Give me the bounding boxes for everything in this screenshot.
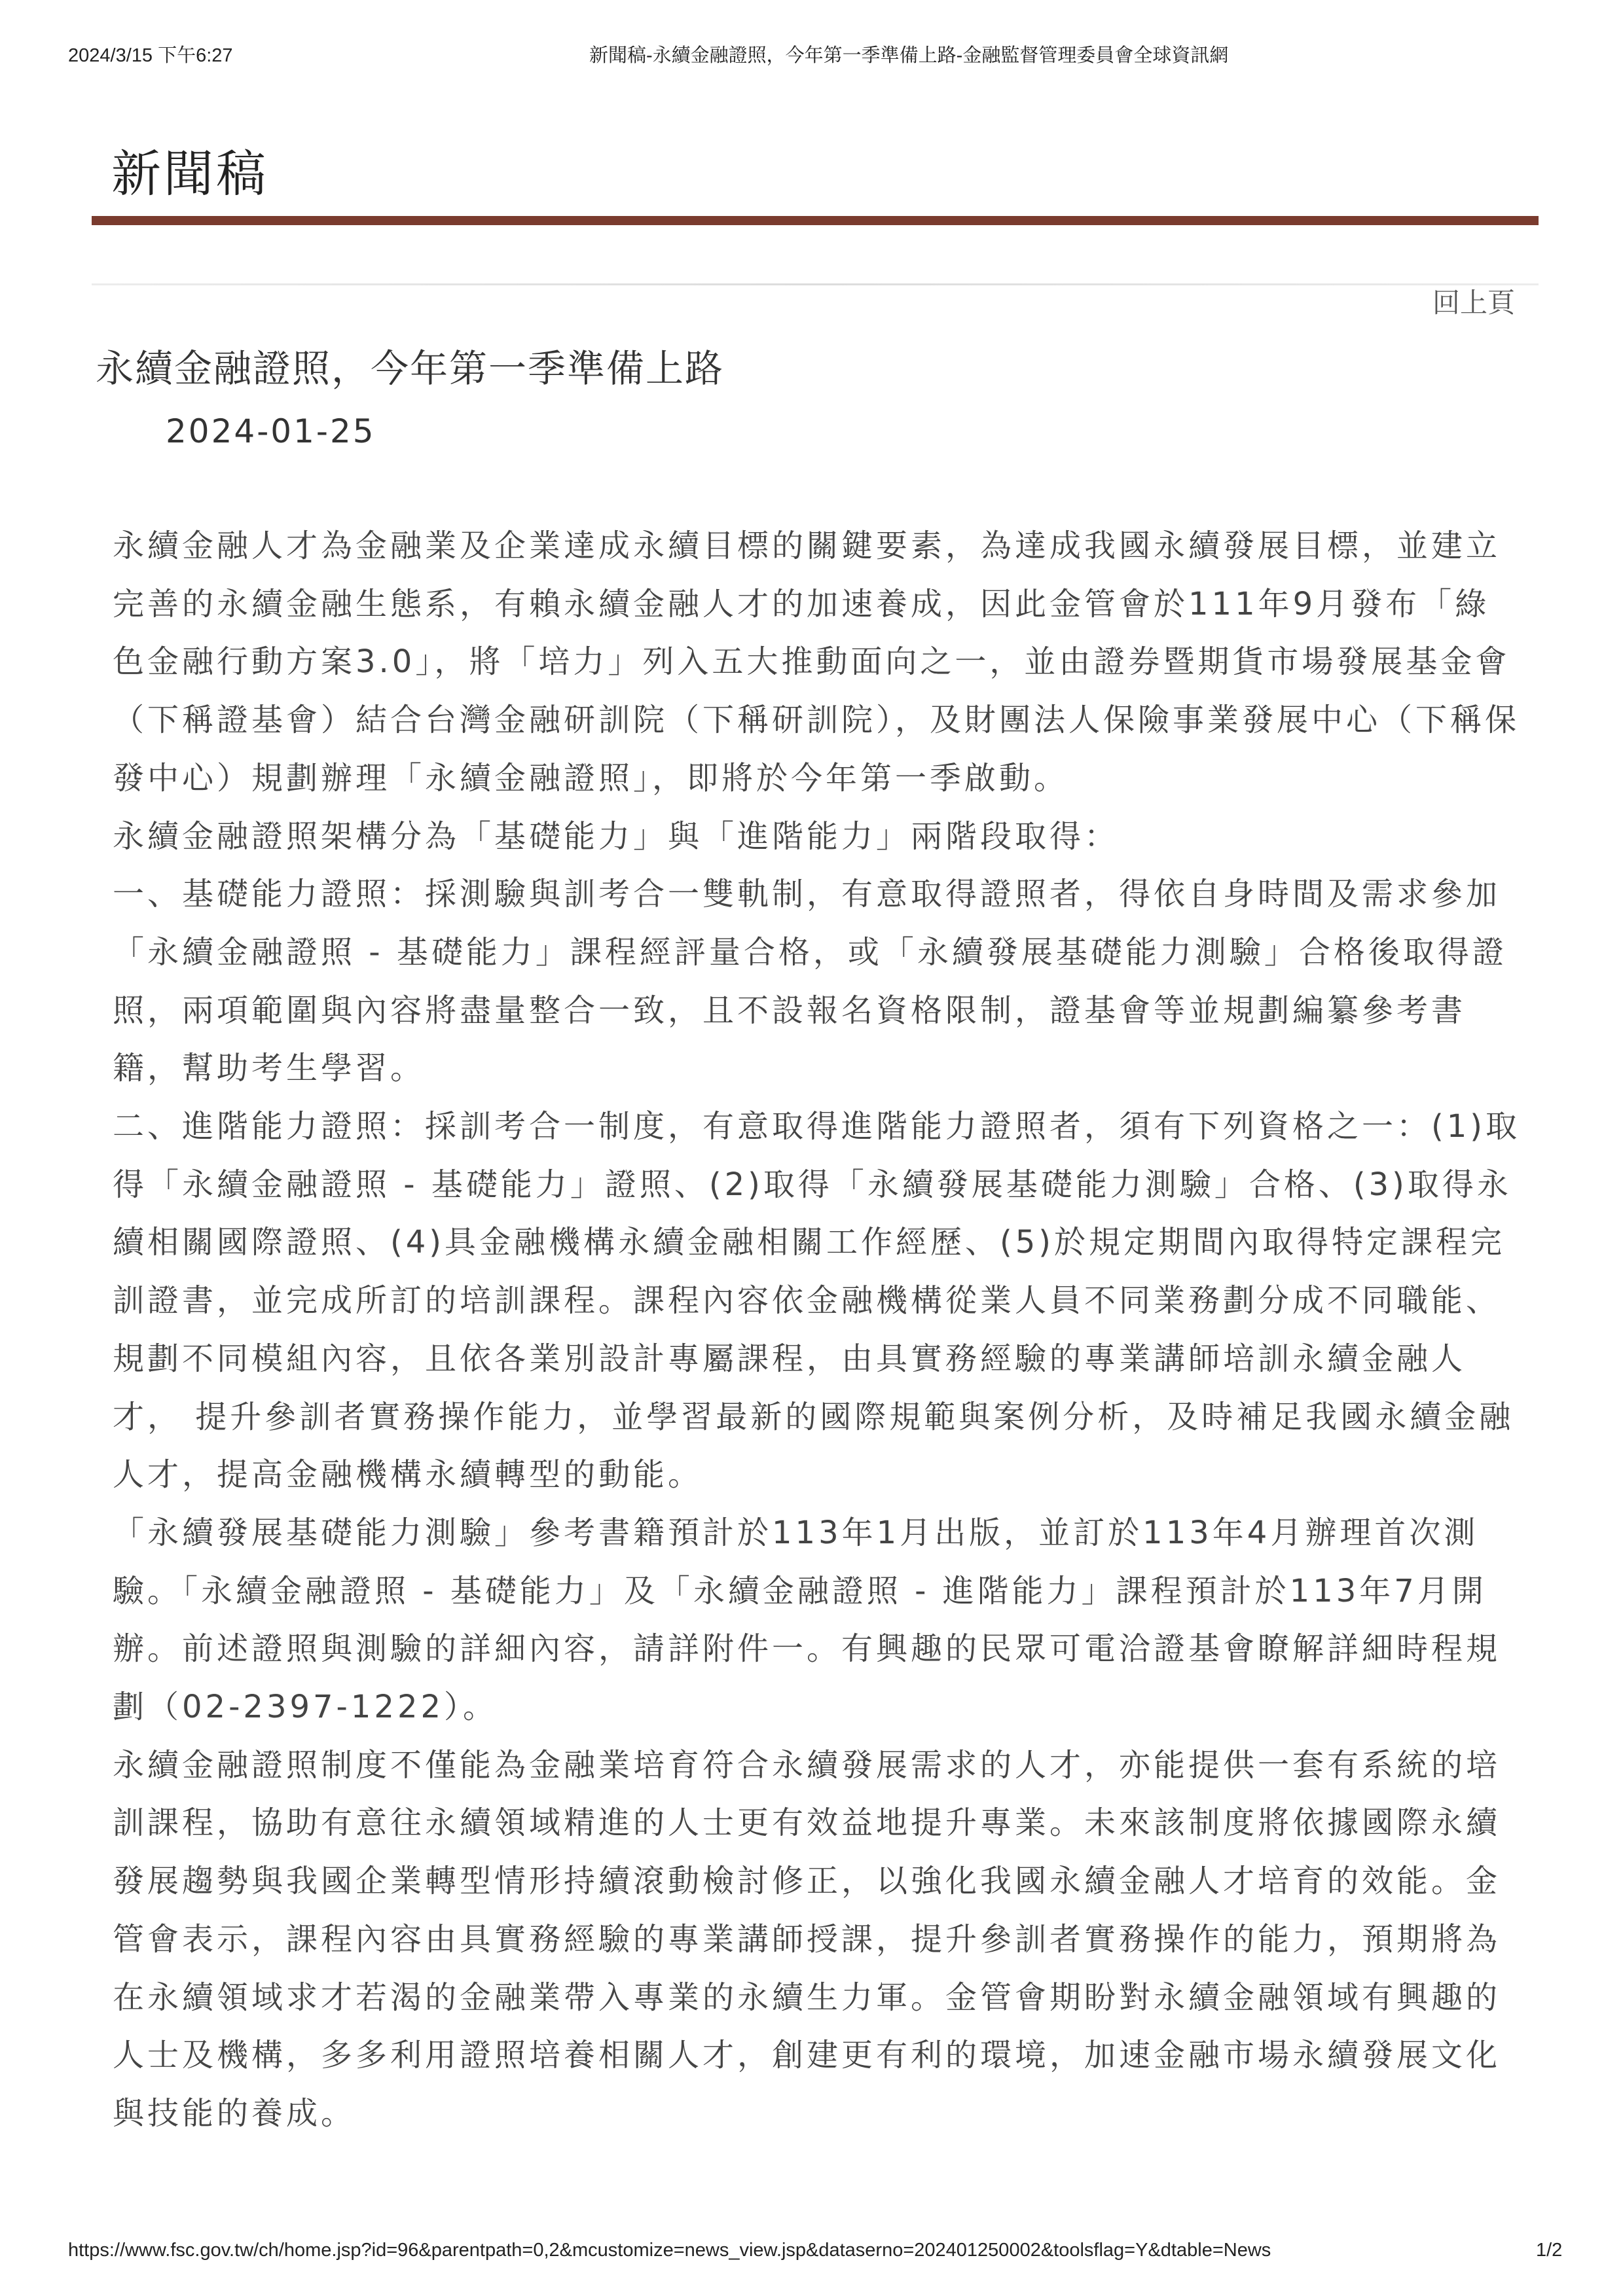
section-title: 新聞稿: [111, 145, 268, 203]
print-header: [0, 41, 1623, 67]
title-divider: [92, 216, 1539, 225]
print-url: https://www.fsc.gov.tw/ch/home.jsp?id=96&parentpath=0,2&mcustomize=news_view.jsp&dataserno=202401250002&toolsflag=Y&dtable=News: [68, 2240, 1271, 2261]
article-paragraph: 二、進階能力證照：採訓考合一制度，有意取得進階能力證照者，須有下列資格之一：(1)取得「永續金融證照 - 基礎能力」證照、(2)取得「永續發展基礎能力測驗」合格、(3)取得永續相關國際證照、(4)具金融機構永續金融相關工作經歷、(5)於規定期間內取得特定課程完訓證書，並完成所訂的培訓課程。課程內容依金融機構從業人員不同業務劃分成不同職能、規劃不同模組內容，且依各業別設計專屬課程，由具實務經驗的專業講師培訓永續金融人才， 提升參訓者實務操作能力，並學習最新的國際規範與案例分析，及時補足我國永續金融人才，提高金融機構永續轉型的動能。: [113, 1108, 1520, 1494]
print-page-title: 新聞稿-永續金融證照，今年第一季準備上路-金融監督管理委員會全球資訊網: [589, 45, 1229, 66]
article-paragraph: 永續金融證照架構分為「基礎能力」與「進階能力」兩階段取得：: [113, 817, 1120, 855]
article-paragraph: 一、基礎能力證照：採測驗與訓考合一雙軌制，有意取得證照者，得依自身時間及需求參加「永續金融證照 - 基礎能力」課程經評量合格，或「永續發展基礎能力測驗」合格後取得證照，兩項範圍與內容將盡量整合一致，且不設報名資格限制，證基會等並規劃編纂參考書籍，幫助考生學習。: [113, 876, 1507, 1087]
article-title: 永續金融證照，今年第一季準備上路: [96, 346, 725, 391]
article-body: [113, 517, 1520, 2143]
page-number: 1/2: [1536, 2240, 1563, 2261]
article-paragraph: 「永續發展基礎能力測驗」參考書籍預計於113年1月出版，並訂於113年4月辦理首次測驗。「永續金融證照 - 基礎能力」及「永續金融證照 - 進階能力」課程預計於113年7月開辦。前述證照與測驗的詳細內容，請詳附件一。有興趣的民眾可電洽證基會瞭解詳細時程規劃（02-2397-1222）。: [113, 1514, 1501, 1726]
article-paragraph: 永續金融人才為金融業及企業達成永續目標的關鍵要素，為達成我國永續發展目標，並建立完善的永續金融生態系，有賴永續金融人才的加速養成，因此金管會於111年9月發布「綠色金融行動方案3.0」，將「培力」列入五大推動面向之一，並由證券暨期貨市場發展基金會（下稱證基會）結合台灣金融研訓院（下稱研訓院），及財團法人保險事業發展中心（下稱保發中心）規劃辦理「永續金融證照」，即將於今年第一季啟動。: [113, 528, 1520, 797]
back-link[interactable]: 回上頁: [1432, 287, 1516, 319]
article-paragraph: 永續金融證照制度不僅能為金融業培育符合永續發展需求的人才，亦能提供一套有系統的培訓課程，協助有意往永續領域精進的人士更有效益地提升專業。未來該制度將依據國際永續發展趨勢與我國企業轉型情形持續滾動檢討修正，以強化我國永續金融人才培育的效能。金管會表示，課程內容由具實務經驗的專業講師授課，提升參訓者實務操作的能力，預期將為在永續領域求才若渴的金融業帶入專業的永續生力軍。金管會期盼對永續金融領域有興趣的人士及機構，多多利用證照培養相關人才，創建更有利的環境，加速金融市場永續發展文化與技能的養成。: [113, 1746, 1501, 2132]
print-timestamp: 2024/3/15 下午6:27: [68, 45, 233, 66]
print-footer: [0, 2240, 1623, 2266]
article-date: 2024-01-25: [166, 412, 376, 450]
content-divider: [92, 283, 1539, 285]
